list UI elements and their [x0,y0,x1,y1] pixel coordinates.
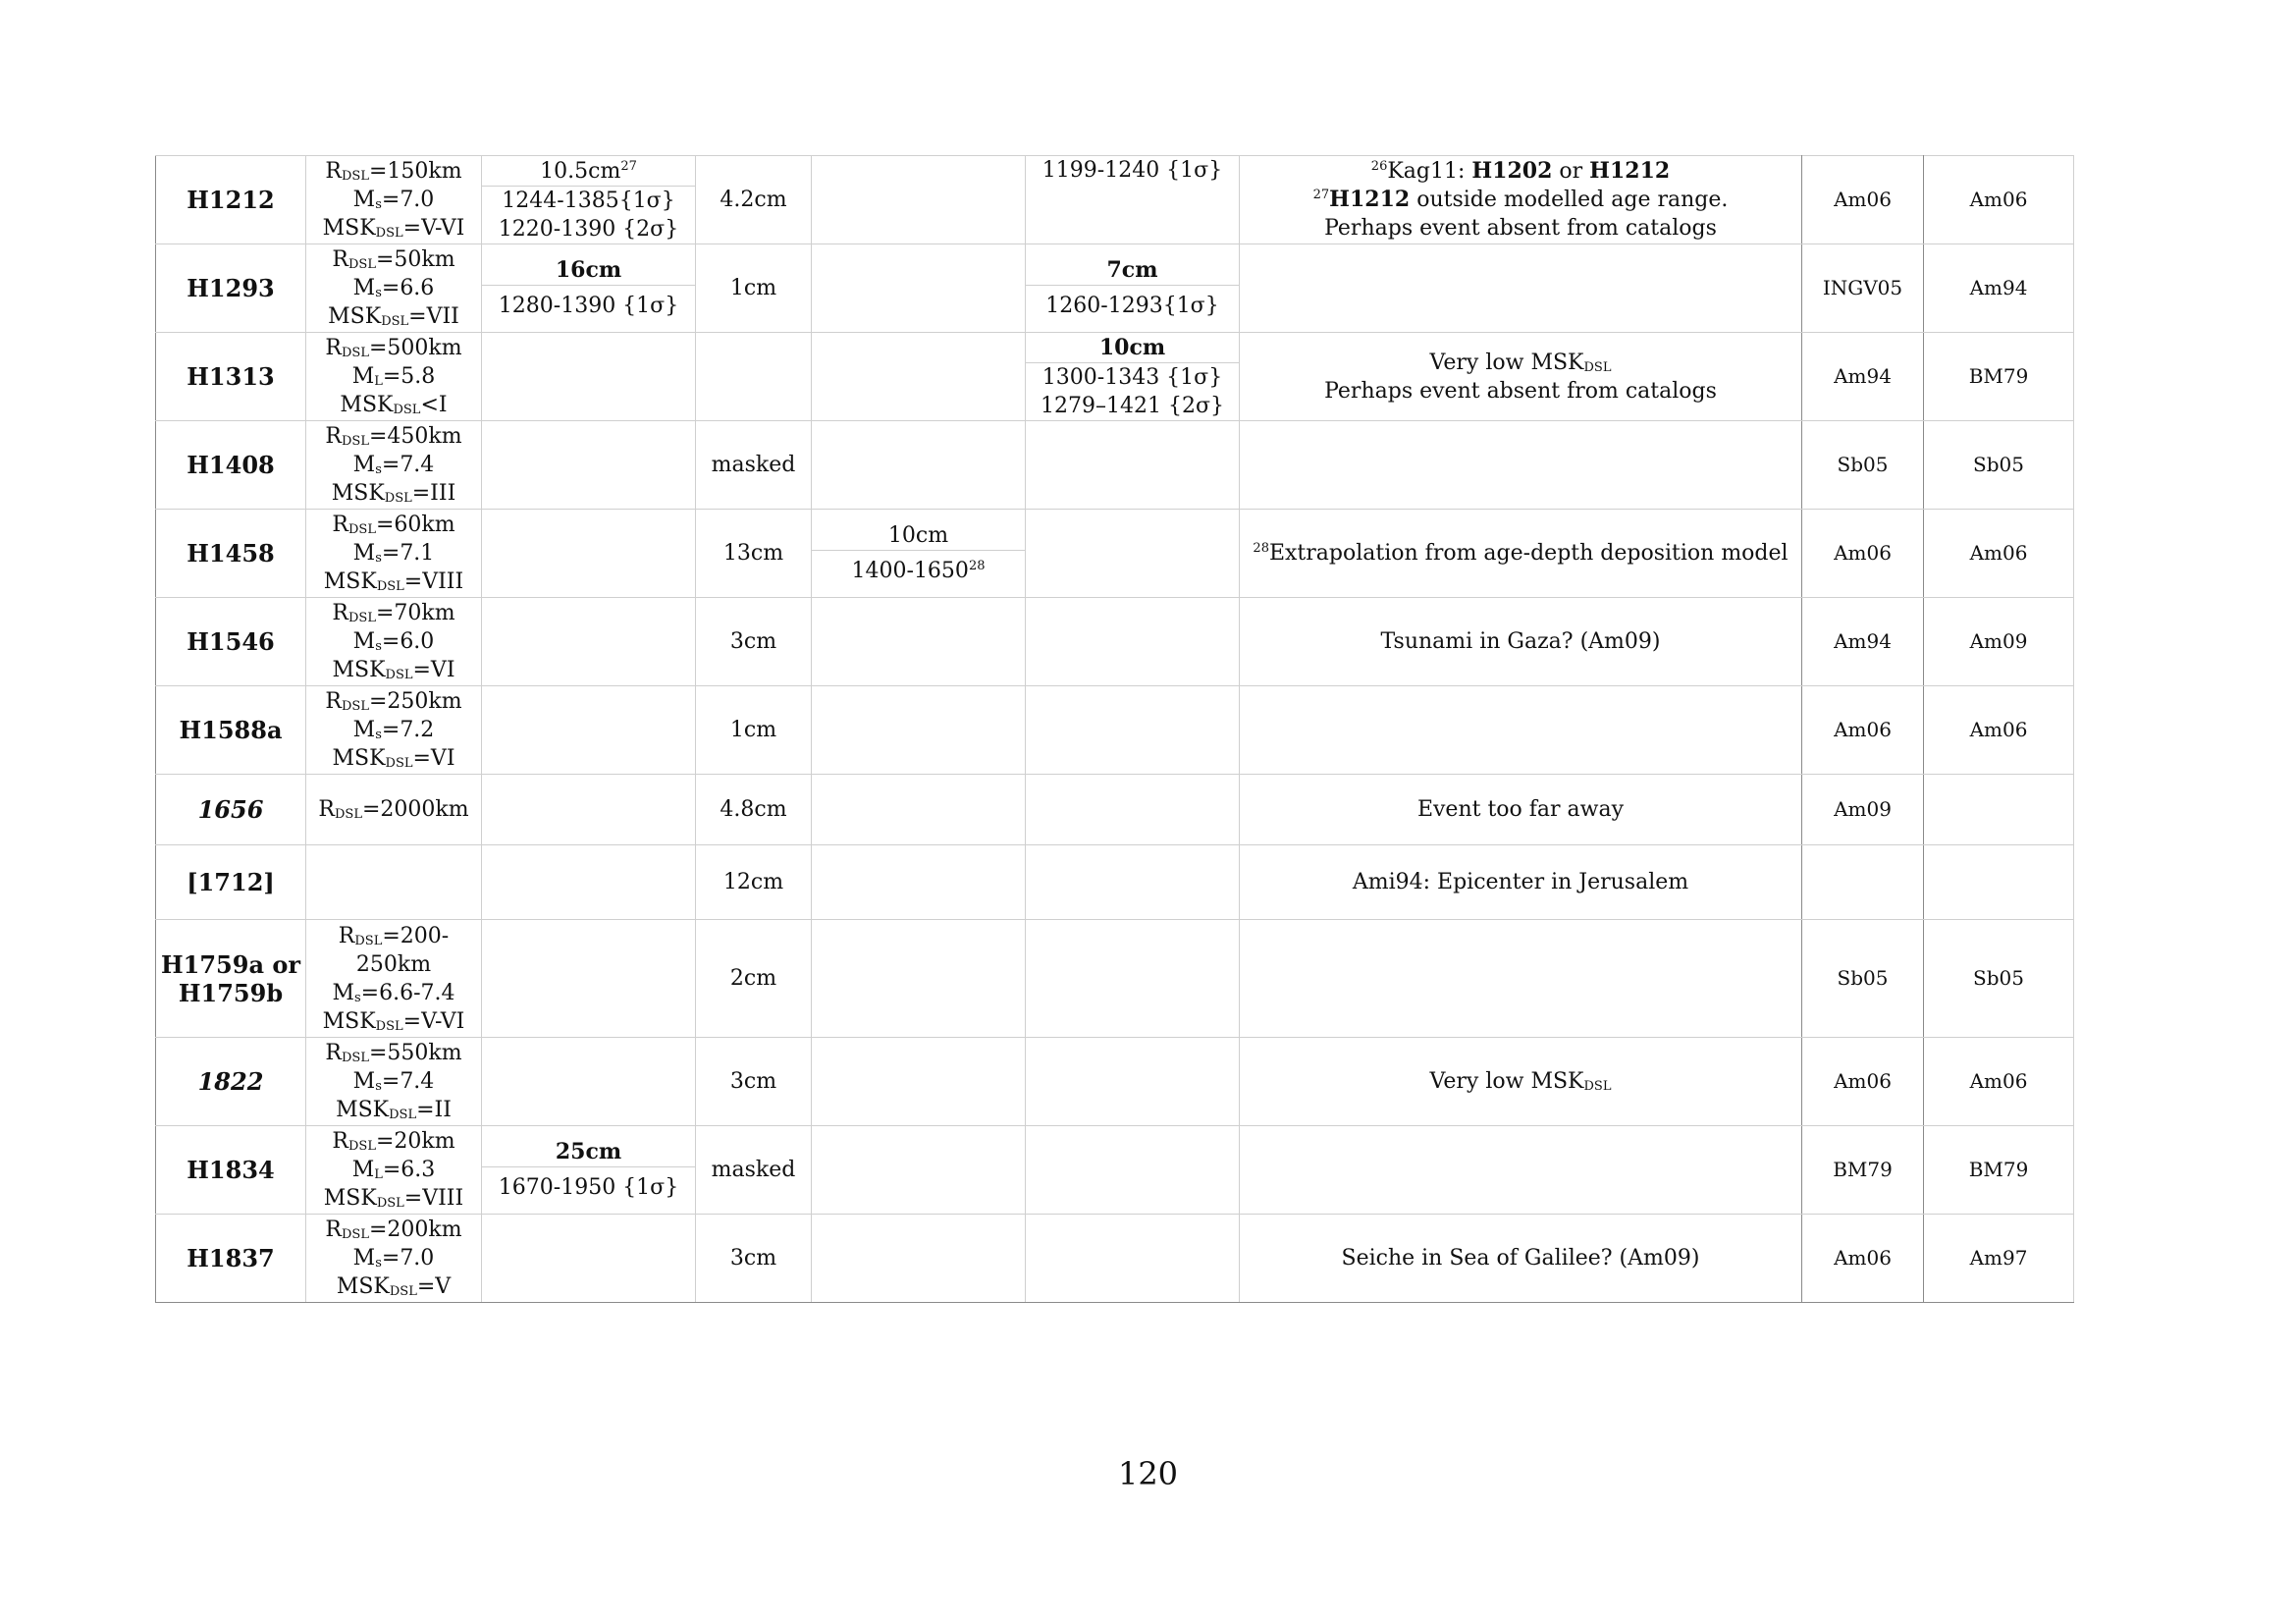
event-id: 1822 [156,1038,306,1126]
col-1 [482,775,696,845]
notes: $^{28}$Extrapolation from age-depth deposition model [1240,510,1802,598]
col-4 [1026,775,1240,845]
table-row [156,920,2074,1038]
col-1 [482,686,696,775]
source-2: BM79 [1924,1126,2074,1215]
source-2: Sb05 [1924,421,2074,510]
source-1: Am06 [1802,156,1924,244]
col-3: 10cm 1400-1650$^{28}$ [812,510,1026,598]
source-1: Am94 [1802,333,1924,421]
col-1 [482,920,696,1038]
source-2: Am06 [1924,1038,2074,1126]
table-row [156,1215,2074,1303]
notes [1240,920,1802,1038]
event-id: H1759a or H1759b [156,920,306,1038]
table-row [156,333,2074,421]
col-3 [812,598,1026,686]
source-2: Am06 [1924,686,2074,775]
col-2: 3cm [696,1038,812,1126]
dsl-params: $R_{DSL}=450km$ $M_s=7.4$ $MSK_{DSL}=III$ [306,421,482,510]
event-id: H1313 [156,333,306,421]
col-1: $10.5cm^{27}$ 1244-1385{1σ} 1220-1390 {2σ} [482,156,696,244]
source-2: Am06 [1924,510,2074,598]
source-1: Sb05 [1802,920,1924,1038]
col-2: masked [696,1126,812,1215]
col-3 [812,333,1026,421]
col-3 [812,421,1026,510]
col-4: 10cm 1300-1343 {1σ} 1279–1421 {2σ} [1026,333,1240,421]
source-1: BM79 [1802,1126,1924,1215]
col-4: 7cm 1260-1293{1σ} [1026,244,1240,333]
source-1: Sb05 [1802,421,1924,510]
notes: Seiche in Sea of Galilee? (Am09) [1240,1215,1802,1303]
col-1 [482,845,696,920]
event-id: H1834 [156,1126,306,1215]
event-id: H1837 [156,1215,306,1303]
dsl-params: $R_{DSL}=200km$ $M_s=7.0$ $MSK_{DSL}=V$ [306,1215,482,1303]
dsl-params: $R_{DSL}=2000km$ [306,775,482,845]
col-2 [696,333,812,421]
col-4 [1026,598,1240,686]
dsl-params: $R_{DSL}=250km$ $M_s=7.2$ $MSK_{DSL}=VI$ [306,686,482,775]
col-1 [482,421,696,510]
col-1 [482,1215,696,1303]
source-1: INGV05 [1802,244,1924,333]
dsl-params: $R_{DSL}=50km$ $M_s=6.6$ $MSK_{DSL}=VII$ [306,244,482,333]
col-1 [482,1038,696,1126]
source-1: Am06 [1802,1038,1924,1126]
notes: Very low $MSK_{DSL}$ Perhaps event absent from catalogs [1240,333,1802,421]
source-1: Am06 [1802,1215,1924,1303]
table-row [156,156,2074,244]
event-id: H1458 [156,510,306,598]
source-1: Am09 [1802,775,1924,845]
col-3 [812,1038,1026,1126]
col-4 [1026,421,1240,510]
notes: Event too far away [1240,775,1802,845]
col-2: 4.2cm [696,156,812,244]
notes [1240,686,1802,775]
source-2: BM79 [1924,333,2074,421]
col-2: 4.8cm [696,775,812,845]
col-4 [1026,845,1240,920]
col-1 [482,598,696,686]
page-number: 120 [1117,1455,1179,1492]
dsl-params: $R_{DSL}=150km$ $M_s=7.0$ $MSK_{DSL}=V-VI$ [306,156,482,244]
col-4 [1026,920,1240,1038]
dsl-params: $R_{DSL}=60km$ $M_s=7.1$ $MSK_{DSL}=VIII$ [306,510,482,598]
table-row [156,598,2074,686]
earthquake-table [155,155,2074,1303]
col-2: 1cm [696,686,812,775]
col-1 [482,510,696,598]
notes: $^{26}$Kag11: H1202 or H1212 $^{27}$H1212 outside modelled age range. Perhaps event absent from catalogs [1240,156,1802,244]
table-row [156,510,2074,598]
col-2: 12cm [696,845,812,920]
source-2 [1924,845,2074,920]
source-2: Am06 [1924,156,2074,244]
col-2: masked [696,421,812,510]
event-id: [1712] [156,845,306,920]
notes [1240,1126,1802,1215]
col-1: 16cm 1280-1390 {1σ} [482,244,696,333]
col-4 [1026,1215,1240,1303]
dsl-params [306,845,482,920]
table-row [156,686,2074,775]
notes [1240,244,1802,333]
col-4 [1026,686,1240,775]
event-id: H1212 [156,156,306,244]
col-2: 3cm [696,1215,812,1303]
table-row [156,1126,2074,1215]
col-2: 3cm [696,598,812,686]
source-1: Am94 [1802,598,1924,686]
event-id: H1408 [156,421,306,510]
table-row [156,244,2074,333]
col-3 [812,686,1026,775]
source-2: Sb05 [1924,920,2074,1038]
source-2 [1924,775,2074,845]
source-1 [1802,845,1924,920]
col-4 [1026,510,1240,598]
notes: Ami94: Epicenter in Jerusalem [1240,845,1802,920]
event-id: H1588a [156,686,306,775]
table-row [156,845,2074,920]
notes: Tsunami in Gaza? (Am09) [1240,598,1802,686]
source-2: Am09 [1924,598,2074,686]
col-1 [482,333,696,421]
source-1: Am06 [1802,510,1924,598]
col-2: 2cm [696,920,812,1038]
col-4 [1026,1126,1240,1215]
col-4 [1026,1038,1240,1126]
notes: Very low $MSK_{DSL}$ [1240,1038,1802,1126]
dsl-params: $R_{DSL}=200-$ 250km $M_s=6.6-7.4$ $MSK_{DSL}=V-VI$ [306,920,482,1038]
event-id: H1293 [156,244,306,333]
table-row [156,775,2074,845]
dsl-params: $R_{DSL}=500km$ $M_L=5.8$ $MSK_{DSL}<I$ [306,333,482,421]
col-3 [812,1126,1026,1215]
col-3 [812,920,1026,1038]
dsl-params: $R_{DSL}=20km$ $M_L=6.3$ $MSK_{DSL}=VIII$ [306,1126,482,1215]
col-3 [812,156,1026,244]
source-2: Am94 [1924,244,2074,333]
col-3 [812,1215,1026,1303]
col-3 [812,845,1026,920]
dsl-params: $R_{DSL}=70km$ $M_s=6.0$ $MSK_{DSL}=VI$ [306,598,482,686]
event-id: H1546 [156,598,306,686]
col-1: 25cm 1670-1950 {1σ} [482,1126,696,1215]
event-id: 1656 [156,775,306,845]
source-2: Am97 [1924,1215,2074,1303]
dsl-params: $R_{DSL}=550km$ $M_s=7.4$ $MSK_{DSL}=II$ [306,1038,482,1126]
col-4: 1199-1240 {1σ} [1026,156,1240,244]
col-3 [812,244,1026,333]
source-1: Am06 [1802,686,1924,775]
col-2: 13cm [696,510,812,598]
col-2: 1cm [696,244,812,333]
table-row [156,421,2074,510]
table-row [156,1038,2074,1126]
col-3 [812,775,1026,845]
notes [1240,421,1802,510]
